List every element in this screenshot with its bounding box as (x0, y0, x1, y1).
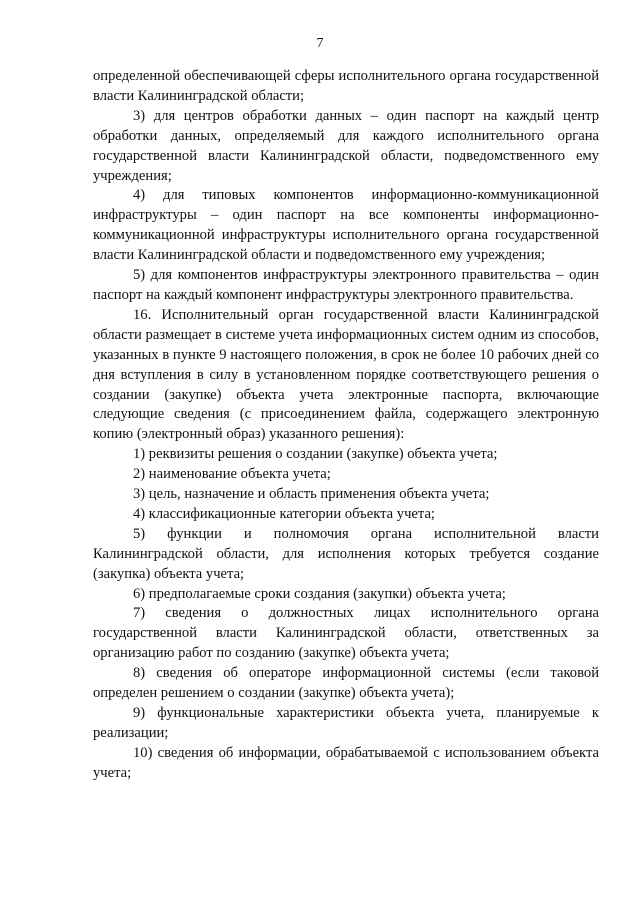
paragraph-continuation: определенной обеспечивающей сферы исполнительного органа государственной власти Калининградской области; (93, 68, 599, 104)
sublist-item-2: 2) наименование объекта учета; (133, 466, 331, 483)
sublist-item-8: 8) сведения об операторе информационной системы (если таковой определен решением о создании (закупке) объекта учета); (93, 665, 599, 702)
sublist-item-6: 6) предполагаемые сроки создания (закупки) объекта учета; (133, 585, 506, 602)
list-item-4: 4) для типовых компонентов информационно-коммуникационной инфраструктуры – один паспорт на все компоненты информационно-коммуникационной инфраструктуры исполнительного органа государственной власти Калининградской области и подведомственного ему учреждения; (93, 187, 599, 264)
page-number: 7 (316, 36, 324, 51)
sublist-item-10: 10) сведения об информации, обрабатываемой с использованием объекта учета; (93, 744, 599, 781)
sublist-item-4: 4) классификационные категории объекта учета; (133, 505, 435, 522)
sublist-item-1: 1) реквизиты решения о создании (закупке) объекта учета; (133, 446, 498, 463)
sublist-item-7: 7) сведения о должностных лицах исполнительного органа государственной власти Калининградской области, ответственных за организацию работ по созданию (закупке) объекта учета; (93, 605, 599, 662)
sublist-item-3: 3) цель, назначение и область применения объекта учета; (133, 486, 490, 503)
sublist-item-9: 9) функциональные характеристики объекта учета, планируемые к реализации; (93, 705, 599, 741)
document-body (93, 67, 599, 784)
sublist-item-5: 5) функции и полномочия органа исполнительной власти Калининградской области, для исполнения которых требуется создание (закупка) объекта учета; (93, 525, 599, 582)
list-item-5: 5) для компонентов инфраструктуры электронного правительства – один паспорт на каждый компонент инфраструктуры электронного правительства. (93, 267, 599, 303)
clause-16: 16. Исполнительный орган государственной власти Калининградской области размещает в системе учета информационных систем одним из способов, указанных в пункте 9 настоящего положения, в срок не более 10 рабочих дней со дня вступления в силу в установленном порядке соответствующего решения о создании (закупке) объекта учета электронные паспорта, включающие следующие сведения (с присоединением файла, содержащего электронную копию (электронный образ) указанного решения): (93, 306, 599, 443)
list-item-3: 3) для центров обработки данных – один паспорт на каждый центр обработки данных, определяемый для каждого исполнительного органа государственной власти Калининградской области, подведомственного ему учреждения; (93, 107, 599, 184)
